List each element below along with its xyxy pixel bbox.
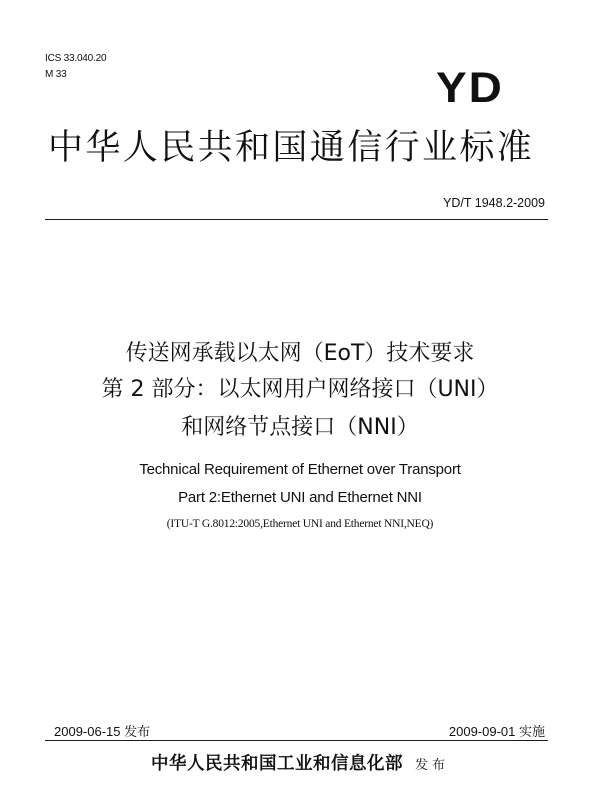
footer-divider [45,740,548,741]
cn-title-line-1: 传送网承载以太网（EoT）技术要求 [125,341,475,366]
implement-date: 2009-09-01 实施 [448,724,545,739]
ics-code: ICS 33.040.20 [45,53,107,64]
issuer-row [0,750,600,775]
cn-title-line-2: 第 2 部分：以太网用户网络接口（UNI） [101,377,499,402]
issuing-authority: 中华人民共和国工业和信息化部 [150,754,403,774]
equivalence-note: (ITU-T G.8012:2005,Ethernet UNI and Ethernet NNI,NEQ) [166,518,434,530]
header-divider [45,219,548,220]
en-title-line-2: Part 2:Ethernet UNI and Ethernet NNI [178,489,422,506]
standard-category-title: 中华人民共和国通信行业标准 [48,128,535,168]
publish-date: 2009-06-15 发布 [54,724,151,739]
ccs-code: M 33 [45,69,67,80]
cn-title-line-3: 和网络节点接口（NNI） [181,415,419,440]
yd-logo: YD [436,63,504,112]
en-title-line-1: Technical Requirement of Ethernet over Transport [139,461,461,478]
standard-number: YD/T 1948.2-2009 [443,196,545,210]
issue-label: 发布 [414,758,449,773]
